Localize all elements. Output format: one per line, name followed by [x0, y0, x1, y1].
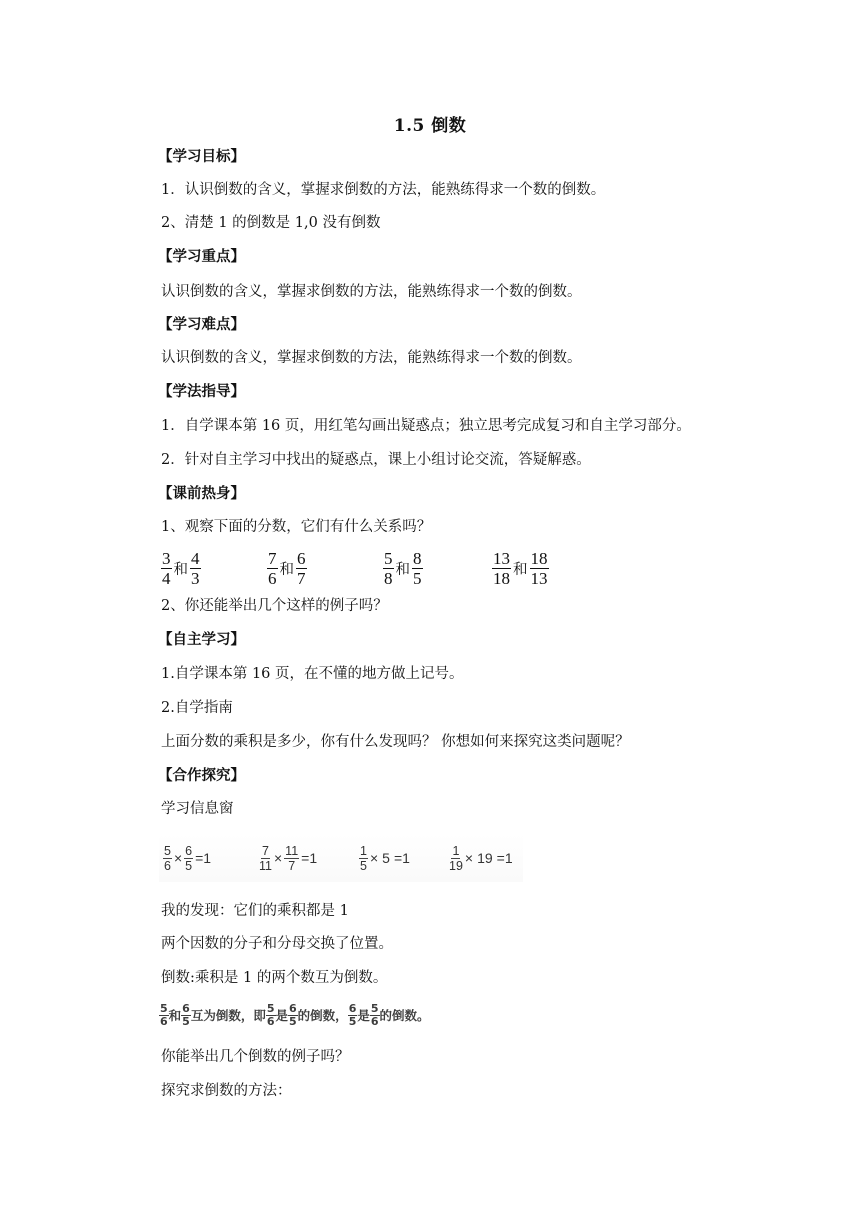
method-guide-1: 1．自学课本第 16 页，用红笔勾画出疑惑点；独立思考完成复习和自主学习部分。	[161, 418, 691, 434]
warmup-question-1: 1、观察下面的分数，它们有什么关系吗？	[161, 519, 432, 535]
finding-2: 两个因数的分子和分母交换了位置。	[161, 936, 393, 952]
fraction: $\frac{13}{18}$	[493, 548, 510, 588]
fraction: $\frac{3}{4}$	[162, 548, 171, 588]
key-points-heading: 【学习重点】	[158, 248, 245, 265]
definition-text: 倒数:乘积是 1 的两个数互为倒数。	[161, 970, 388, 986]
page-title: 1.5 倒数	[393, 116, 467, 136]
definition-example: $\frac{5}{6}$ 和 $\frac{6}{5}$ 互为倒数，即 $\frac{5}{6}$ 是 $\frac{6}{5}$ 的倒数， $\frac{6}{5}$ 是 $\frac{5}{6}$ 的倒数。	[160, 1001, 430, 1028]
fraction-pair: $\frac{13}{18}$ 和 $\frac{18}{13}$	[493, 548, 548, 588]
equation: $\frac{5}{6}$ × $\frac{6}{5}$ =1	[164, 843, 212, 873]
equation: $\frac{1}{5}$ × 5 =1	[360, 843, 410, 873]
key-points-text: 认识倒数的含义，掌握求倒数的方法，能熟练得求一个数的倒数。	[161, 284, 582, 300]
fraction: $\frac{7}{6}$	[268, 548, 277, 588]
method-guide-2: 2．针对自主学习中找出的疑惑点，课上小组讨论交流，答疑解惑。	[161, 452, 591, 468]
method-guide-heading: 【学法指导】	[158, 383, 245, 400]
explore-text: 探究求倒数的方法：	[161, 1083, 292, 1099]
warmup-heading: 【课前热身】	[158, 485, 245, 502]
fraction: $\frac{4}{3}$	[191, 548, 200, 588]
warmup-question-2: 2、你还能举出几个这样的例子吗？	[161, 598, 388, 614]
question-text: 你能举出几个倒数的例子吗？	[161, 1049, 350, 1065]
fraction: $\frac{18}{13}$	[530, 548, 548, 588]
objectives-heading: 【学习目标】	[158, 148, 245, 165]
fraction: $\frac{6}{7}$	[297, 548, 306, 588]
info-window-label: 学习信息窗	[161, 801, 234, 817]
objective-1: 1．认识倒数的含义，掌握求倒数的方法，能熟练得求一个数的倒数。	[161, 182, 606, 198]
self-study-3: 上面分数的乘积是多少，你有什么发现吗？ 你想如何来探究这类问题呢？	[161, 734, 630, 750]
difficult-points-heading: 【学习难点】	[158, 316, 245, 333]
self-study-2: 2.自学指南	[161, 700, 233, 716]
fraction-pairs-row	[161, 545, 681, 591]
info-window-equations	[159, 834, 523, 882]
difficult-points-text: 认识倒数的含义，掌握求倒数的方法，能熟练得求一个数的倒数。	[161, 350, 582, 366]
self-study-1: 1.自学课本第 16 页，在不懂的地方做上记号。	[161, 666, 464, 682]
equation: $\frac{1}{19}$ × 19 =1	[449, 843, 513, 873]
objective-2: 2、清楚 1 的倒数是 1,0 没有倒数	[161, 215, 381, 231]
fraction-pair: $\frac{5}{8}$ 和 $\frac{8}{5}$	[384, 548, 422, 588]
equation: $\frac{7}{11}$ × $\frac{11}{7}$ =1	[259, 843, 318, 873]
fraction: $\frac{5}{8}$	[384, 548, 393, 588]
fraction-pair: $\frac{7}{6}$ 和 $\frac{6}{7}$	[268, 548, 306, 588]
cooperation-heading: 【合作探究】	[158, 767, 245, 784]
finding-1: 我的发现：它们的乘积都是 1	[161, 903, 349, 919]
fraction: $\frac{8}{5}$	[413, 548, 422, 588]
fraction-pair: $\frac{3}{4}$ 和 $\frac{4}{3}$	[162, 548, 200, 588]
self-study-heading: 【自主学习】	[158, 631, 245, 648]
